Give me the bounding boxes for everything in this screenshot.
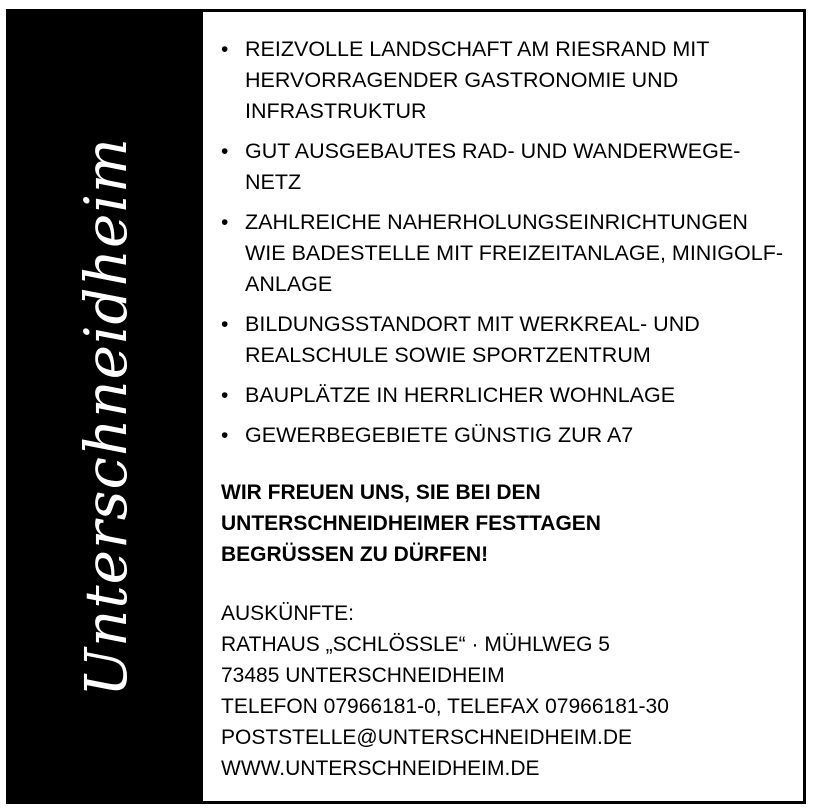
address-line: 73485 UNTERSCHNEIDHEIM xyxy=(221,664,505,687)
bullet-icon: • xyxy=(221,38,229,61)
list-item xyxy=(221,207,791,300)
town-name-title: Unterschneidheim xyxy=(72,137,140,697)
phone-fax: TELEFON 07966181-0, TELEFAX 07966181-30 xyxy=(221,695,669,718)
list-item-text: REIZVOLLE LANDSCHAFT AM RIESRAND MIT HERVORRAGENDER GASTRONOMIE UND INFRASTRUKTUR xyxy=(245,37,709,123)
list-item xyxy=(221,309,791,371)
greeting-line: BEGRÜSSEN ZU DÜRFEN! xyxy=(221,543,489,566)
feature-list xyxy=(221,34,791,451)
bullet-icon: • xyxy=(221,313,229,336)
sidebar xyxy=(9,12,203,801)
email-address: POSTSTELLE@UNTERSCHNEIDHEIM.DE xyxy=(221,726,633,749)
list-item-text: GUT AUSGEBAUTES RAD- UND WANDERWEGE-NETZ xyxy=(245,139,741,194)
contact-heading: AUSKÜNFTE: xyxy=(221,602,355,625)
bullet-icon: • xyxy=(221,140,229,163)
bullet-icon: • xyxy=(221,211,229,234)
greeting-line: WIR FREUEN UNS, SIE BEI DEN xyxy=(221,481,541,504)
list-item xyxy=(221,136,791,198)
list-item-text: ZAHLREICHE NAHERHOLUNGSEINRICHTUNGEN WIE BADESTELLE MIT FREIZEITANLAGE, MINIGOLF-ANLAGE xyxy=(245,210,783,296)
list-item-text: GEWERBEGEBIETE GÜNSTIG ZUR A7 xyxy=(245,423,634,447)
list-item-text: BILDUNGSSTANDORT MIT WERKREAL- UND REALSCHULE SOWIE SPORTZENTRUM xyxy=(245,312,700,367)
bullet-icon: • xyxy=(221,424,229,447)
list-item xyxy=(221,420,791,451)
website-url: WWW.UNTERSCHNEIDHEIM.DE xyxy=(221,757,540,780)
address-line: RATHAUS „SCHLÖSSLE“ · MÜHLWEG 5 xyxy=(221,633,610,656)
greeting-line: UNTERSCHNEIDHEIMER FESTTAGEN xyxy=(221,512,601,535)
list-item xyxy=(221,380,791,411)
bullet-icon: • xyxy=(221,384,229,407)
list-item-text: BAUPLÄTZE IN HERRLICHER WOHNLAGE xyxy=(245,383,676,407)
content xyxy=(221,34,791,784)
greeting-message xyxy=(221,477,791,570)
advertisement xyxy=(6,9,806,804)
contact-block xyxy=(221,598,791,784)
list-item xyxy=(221,34,791,127)
